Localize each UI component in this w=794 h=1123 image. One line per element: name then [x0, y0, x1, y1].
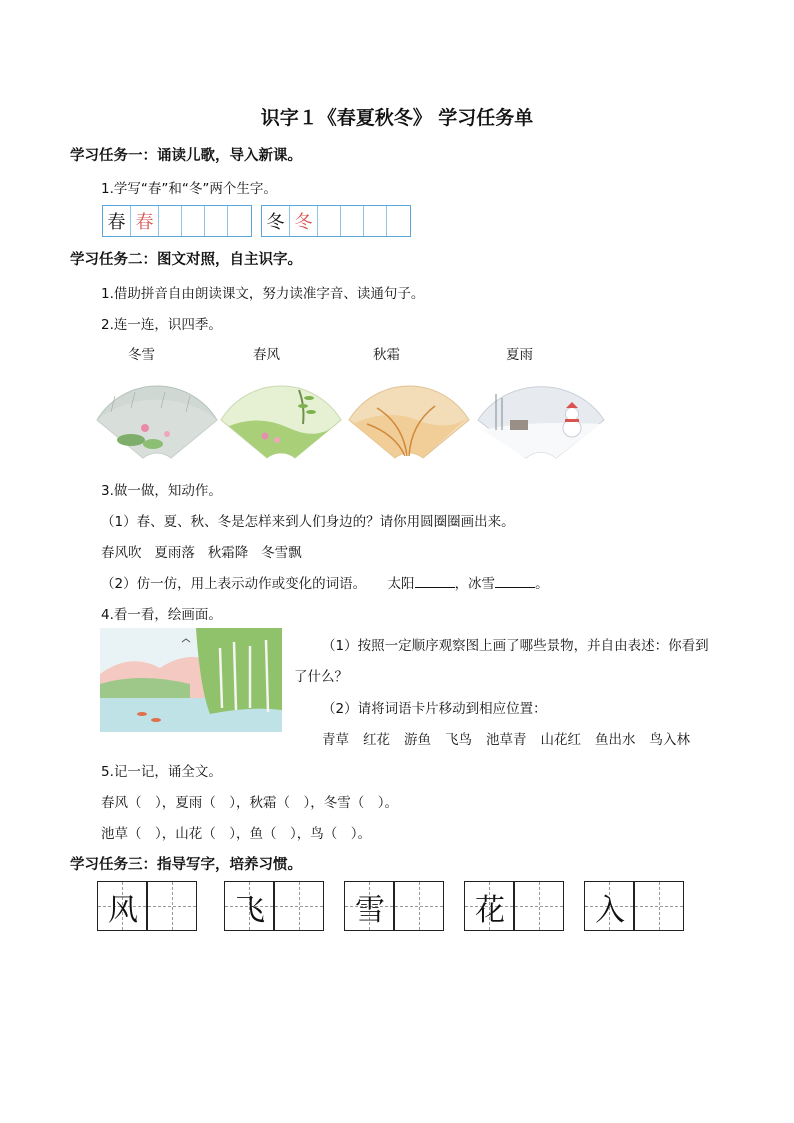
task2-heading: 学习任务二：图文对照，自主识字。 [70, 252, 302, 268]
winter-snow-fan-image[interactable] [476, 384, 606, 460]
sample-char: 冬 [262, 206, 290, 236]
task2-item4-q2: （2）请将词语卡片移动到相应位置： [322, 701, 547, 717]
fill-blank-ice[interactable] [495, 573, 535, 588]
trace-char: 冬 [290, 206, 318, 236]
blank-cell[interactable] [182, 206, 205, 236]
word-card[interactable]: 红花 [363, 732, 390, 748]
phrase[interactable]: 秋霜降 [207, 545, 249, 561]
word-card[interactable]: 鱼出水 [595, 732, 636, 748]
tian-grid-practice[interactable] [147, 881, 197, 931]
action-phrases [101, 541, 302, 561]
task2-item4-q1-line1: （1）按照一定顺序观察图上画了哪些景物，并自由表述：你看到 [322, 638, 709, 654]
fill-blank-sun[interactable] [415, 573, 455, 588]
autumn-frost-fan-image[interactable] [347, 384, 471, 460]
tian-grid-sample [224, 881, 274, 931]
recite-line-1[interactable]: 春风（ ），夏雨（ ），秋霜（ ），冬雪（ ）。 [101, 795, 398, 811]
sample-char: 花 [475, 893, 505, 928]
tian-grid-sample [584, 881, 634, 931]
task1-item1: 1.学写“春”和“冬”两个生字。 [101, 181, 277, 197]
phrase[interactable]: 冬雪飘 [261, 545, 302, 561]
tian-grid-sample [97, 881, 147, 931]
landscape-picture[interactable] [100, 628, 282, 732]
word-cards [322, 728, 704, 748]
sample-char: 风 [108, 893, 138, 928]
word-card[interactable]: 游鱼 [404, 732, 431, 748]
task2-item3-q2-line [101, 572, 549, 592]
word-card[interactable]: 鸟入林 [649, 732, 690, 748]
page-title: 识字１《春夏秋冬》 学习任务单 [260, 107, 534, 129]
spring-wind-fan-image[interactable] [219, 384, 343, 460]
phrase[interactable]: 春风吹 [101, 545, 142, 561]
word-card[interactable]: 山花红 [540, 732, 581, 748]
season-word-winter-snow[interactable]: 冬雪 [128, 347, 155, 363]
task2-item5: 5.记一记，诵全文。 [101, 764, 222, 780]
task2-item3: 3.做一做，知动作。 [101, 483, 222, 499]
word-card[interactable]: 飞鸟 [445, 732, 472, 748]
task2-item2: 2.连一连，识四季。 [101, 317, 222, 333]
tian-grid-sample [464, 881, 514, 931]
tian-grid-sample [344, 881, 394, 931]
trace-char: 春 [131, 206, 159, 236]
season-word-spring-wind[interactable]: 春风 [253, 347, 280, 363]
season-word-summer-rain[interactable]: 夏雨 [506, 347, 533, 363]
sample-char: 飞 [235, 893, 265, 928]
blank-cell[interactable] [341, 206, 364, 236]
task1-heading: 学习任务一：诵读儿歌，导入新课。 [70, 148, 302, 164]
blank-cell[interactable] [159, 206, 182, 236]
sample-char: 春 [103, 206, 131, 236]
task2-item3-q1: （1）春、夏、秋、冬是怎样来到人们身边的？请你用圆圈圈画出来。 [101, 514, 515, 530]
summer-rain-fan-image[interactable] [95, 384, 219, 460]
fill-prompt-sun: 太阳 [387, 576, 415, 592]
sample-char: 入 [595, 893, 625, 928]
word-card[interactable]: 青草 [322, 732, 349, 748]
fill-prompt-ice: ，冰雪 [454, 576, 496, 592]
task3-heading: 学习任务三：指导写字，培养习惯。 [70, 857, 302, 873]
recite-line-2[interactable]: 池草（ ），山花（ ），鱼（ ），鸟（ ）。 [101, 826, 371, 842]
sample-char: 雪 [355, 893, 385, 928]
writing-grid-dong[interactable] [261, 205, 411, 237]
blank-cell[interactable] [228, 206, 251, 236]
phrase[interactable]: 夏雨落 [154, 545, 195, 561]
tian-grid-practice[interactable] [634, 881, 684, 931]
task2-item4: 4.看一看，绘画面。 [101, 607, 222, 623]
tian-grid-practice[interactable] [274, 881, 324, 931]
tian-grid-practice[interactable] [394, 881, 444, 931]
blank-cell[interactable] [318, 206, 341, 236]
word-card[interactable]: 池草青 [486, 732, 527, 748]
season-word-autumn-frost[interactable]: 秋霜 [373, 347, 400, 363]
task2-item1: 1.借助拼音自由朗读课文，努力读准字音、读通句子。 [101, 286, 425, 302]
task2-item4-q1-line2: 了什么？ [294, 669, 348, 685]
sentence-end: 。 [535, 576, 549, 592]
blank-cell[interactable] [387, 206, 410, 236]
tian-grid-practice[interactable] [514, 881, 564, 931]
task2-item3-q2: （2）仿一仿，用上表示动作或变化的词语。 [101, 576, 367, 592]
blank-cell[interactable] [205, 206, 228, 236]
writing-grid-chun[interactable] [102, 205, 252, 237]
blank-cell[interactable] [364, 206, 387, 236]
